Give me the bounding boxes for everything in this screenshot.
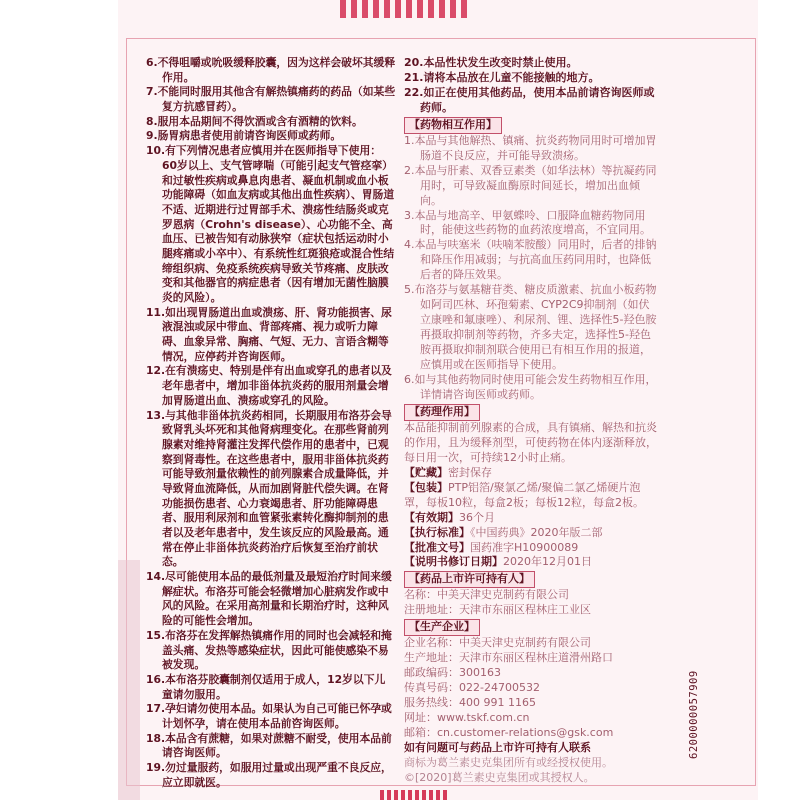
- standard-label: 【执行标准】: [404, 525, 470, 539]
- precaution-item: 13.与其他非甾体抗炎药相同，长期服用布洛芬会导致肾乳头坏死和其他肾病理变化。在那些肾前列腺素对维持肾灌注发挥代偿作用的患者中，已观察到肾毒性。在这些患者中，服用非甾体抗炎药可能导致剂量依赖性的前列腺素合成量降低，并导致肾血流降低，从而加剧肾脏代偿失调。在肾功能损伤患者、心力衰竭患者、肝功能障碍患者、服用利尿剂和血管紧张素转化酶抑制剂的患者以及老年患者中，发生该反应的风险最高。通常在停止非甾体抗炎药治疗后恢复至治疗前状态。: [146, 408, 392, 569]
- manufacturer-line: 邮箱：cn.customer-relations@gsk.com: [404, 725, 614, 739]
- revision-row: [404, 555, 658, 570]
- revision-value: 2020年12月01日: [503, 555, 592, 569]
- interaction-item: 1.本品与其他解热、镇痛、抗炎药物同用时可增加胃肠道不良反应，并可能导致溃疡。: [404, 133, 657, 162]
- barcode-number: 6200000057909: [688, 670, 700, 760]
- precaution-item: 21.请将本品放在儿童不能接触的地方。: [404, 70, 600, 84]
- copyright-note: ©[2020]葛兰素史克集团或其授权人。: [404, 770, 595, 784]
- package-label: 【包装】: [404, 480, 448, 494]
- interaction-item: 6.如与其他药物同时使用可能会发生药物相互作用，详情请咨询医师或药师。: [404, 373, 657, 401]
- validity-value: 36个月: [459, 510, 495, 524]
- right-column: [404, 56, 658, 786]
- precaution-item: 10.有下列情况患者应慎用并在医师指导下使用：60岁以上、支气管哮喘（可能引起支气管痉挛）和过敏性疾病或鼻息肉患者、凝血机制或血小板功能障碍（如血友病或其他出血性疾病）、胃肠道不适、近期进行过胃部手术、溃疡性结肠炎或克罗恩病（Crohn's disease）、心功能不全、高血压、已被告知有动脉狭窄（症状包括运动时小腿疼痛或小卒中）、有系统性红斑狼疮或混合性结缔组织病、免疫系统疾病导致关节疼痛、皮肤改变和其他器官的病症患者（因有增加无菌性脑膜炎的风险）。: [146, 144, 395, 304]
- side-strip: [118, 560, 140, 800]
- approval-label: 【批准文号】: [404, 540, 470, 554]
- precaution-item: 6.不得咀嚼或吮吸缓释胶囊，因为这样会破坏其缓释作用。: [146, 56, 396, 84]
- revision-label: 【说明书修订日期】: [404, 555, 503, 569]
- storage-row: [404, 466, 658, 481]
- precaution-item: 20.本品性状发生改变时禁止使用。: [404, 56, 578, 69]
- manufacturer-heading: 【生产企业】: [404, 619, 480, 636]
- interaction-item: 5.布洛芬与氨基糖苷类、糖皮质激素、抗血小板药物如阿司匹林、环孢菊素、CYP2C9抑制剂（如伏立康唑和氟康唑）、利尿剂、锂、选择性5-羟色胺再摄取抑制剂等药物，齐多夫定，选择性5-羟色胺再摄取抑制剂联合使用已有相互作用的报道，应慎用或在医师指导下使用。: [404, 283, 657, 372]
- print-register-marks: [340, 0, 468, 18]
- interaction-item: 2.本品与肝素、双香豆素类（如华法林）等抗凝药同用时，可导致凝血酶原时间延长，增加出血倾向。: [404, 163, 657, 207]
- interaction-item: 3.本品与地高辛、甲氨蝶呤、口服降血糖药物同用时，能使这些药物的血药浓度增高，不宜同用。: [404, 208, 651, 237]
- precaution-item: 22.如正在使用其他药品，使用本品前请咨询医师或药师。: [404, 85, 655, 114]
- manufacturer-line: 网址：www.tskf.com.cn: [404, 710, 530, 724]
- approval-value: 国药准字H10900089: [470, 540, 579, 554]
- precaution-item: 15.布洛芬在发挥解热镇痛作用的同时也会减轻和掩盖头痛、发热等感染症状，因此可能使感染不易被发现。: [146, 628, 392, 672]
- standard-row: [404, 526, 658, 541]
- validity-label: 【有效期】: [404, 510, 459, 524]
- precaution-item: 8.服用本品期间不得饮酒或含有酒精的饮料。: [146, 114, 363, 128]
- trademark-note: 商标为葛兰素史克集团所有或经授权使用。: [404, 755, 613, 769]
- pharmacology-text: 本品能抑制前列腺素的合成，具有镇痛、解热和抗炎的作用，且为缓释剂型，可使药物在体内逐渐释放，每日用一次，可持续12小时止痛。: [404, 420, 657, 464]
- manufacturer-line: 邮政编码：300163: [404, 666, 501, 680]
- standard-value: 《中国药典》2020年版二部: [470, 525, 603, 539]
- precaution-item: 19.勿过量服药，如服用过量或出现严重不良反应，应立即就医。: [146, 761, 392, 789]
- contact-notice: 如有问题可与药品上市许可持有人联系: [404, 740, 591, 754]
- storage-label: 【贮藏】: [404, 465, 448, 479]
- manufacturer-line: 企业名称：中美天津史克制药有限公司: [404, 636, 591, 650]
- validity-row: [404, 511, 658, 526]
- approval-row: [404, 541, 658, 556]
- precaution-item: 12.在有溃疡史、特别是伴有出血或穿孔的患者以及老年患者中，增加非甾体抗炎药的服用剂量会增加胃肠道出血、溃疡或穿孔的风险。: [146, 364, 392, 407]
- interaction-item: 4.本品与呋塞米（呋喃苯胺酸）同用时，后者的排钠和降压作用减弱；与抗高血压药同用时，也降低后者的降压效果。: [404, 238, 657, 282]
- manufacturer-line: 服务热线：400 991 1165: [404, 696, 536, 710]
- bottom-register-marks: [380, 790, 450, 800]
- package-value: PTP铝箔/聚氯乙烯/聚偏二氯乙烯硬片泡罩，每板10粒，每盒2板；每板12粒，每盒2板。: [404, 480, 644, 509]
- package-row: [404, 481, 658, 511]
- storage-value: 密封保存: [448, 465, 492, 479]
- holder-address: 注册地址：天津市东丽区程林庄工业区: [404, 603, 591, 617]
- pharmacology-heading: 【药理作用】: [404, 404, 480, 421]
- interactions-heading: 【药物相互作用】: [404, 117, 502, 134]
- precaution-item: 7.不能同时服用其他含有解热镇痛药的药品（如某些复方抗感冒药）。: [146, 85, 396, 114]
- precaution-item: 18.本品含有蔗糖，如果对蔗糖不耐受，使用本品前请咨询医师。: [146, 731, 392, 760]
- holder-heading: 【药品上市许可持有人】: [404, 571, 535, 588]
- precaution-item: 9.肠胃病患者使用前请咨询医师或药师。: [146, 129, 342, 143]
- manufacturer-line: 生产地址：天津市东丽区程林庄道滑州路口: [404, 651, 613, 665]
- precaution-item: 11.如出现胃肠道出血或溃疡、肝、肾功能损害、尿液混浊或尿中带血、背部疼痛、视力或听力障碍、血象异常、胸痛、气短、无力、言语含糊等情况，应停药并咨询医师。: [146, 305, 392, 363]
- left-column: [146, 56, 396, 790]
- precaution-item: 17.孕妇请勿使用本品。如果认为自己可能已怀孕或计划怀孕，请在使用本品前咨询医师。: [146, 702, 392, 730]
- precaution-item: 14.尽可能使用本品的最低剂量及最短治疗时间来缓解症状。布洛芬可能会轻微增加心脏病发作或中风的风险。在采用高剂量和长期治疗时，这种风险的可能性会增加。: [146, 570, 392, 628]
- manufacturer-line: 传真号码：022-24700532: [404, 681, 540, 695]
- precaution-item: 16.本布洛芬胶囊制剂仅适用于成人，12岁以下儿童请勿服用。: [146, 672, 386, 701]
- holder-name: 名称：中美天津史克制药有限公司: [404, 588, 569, 602]
